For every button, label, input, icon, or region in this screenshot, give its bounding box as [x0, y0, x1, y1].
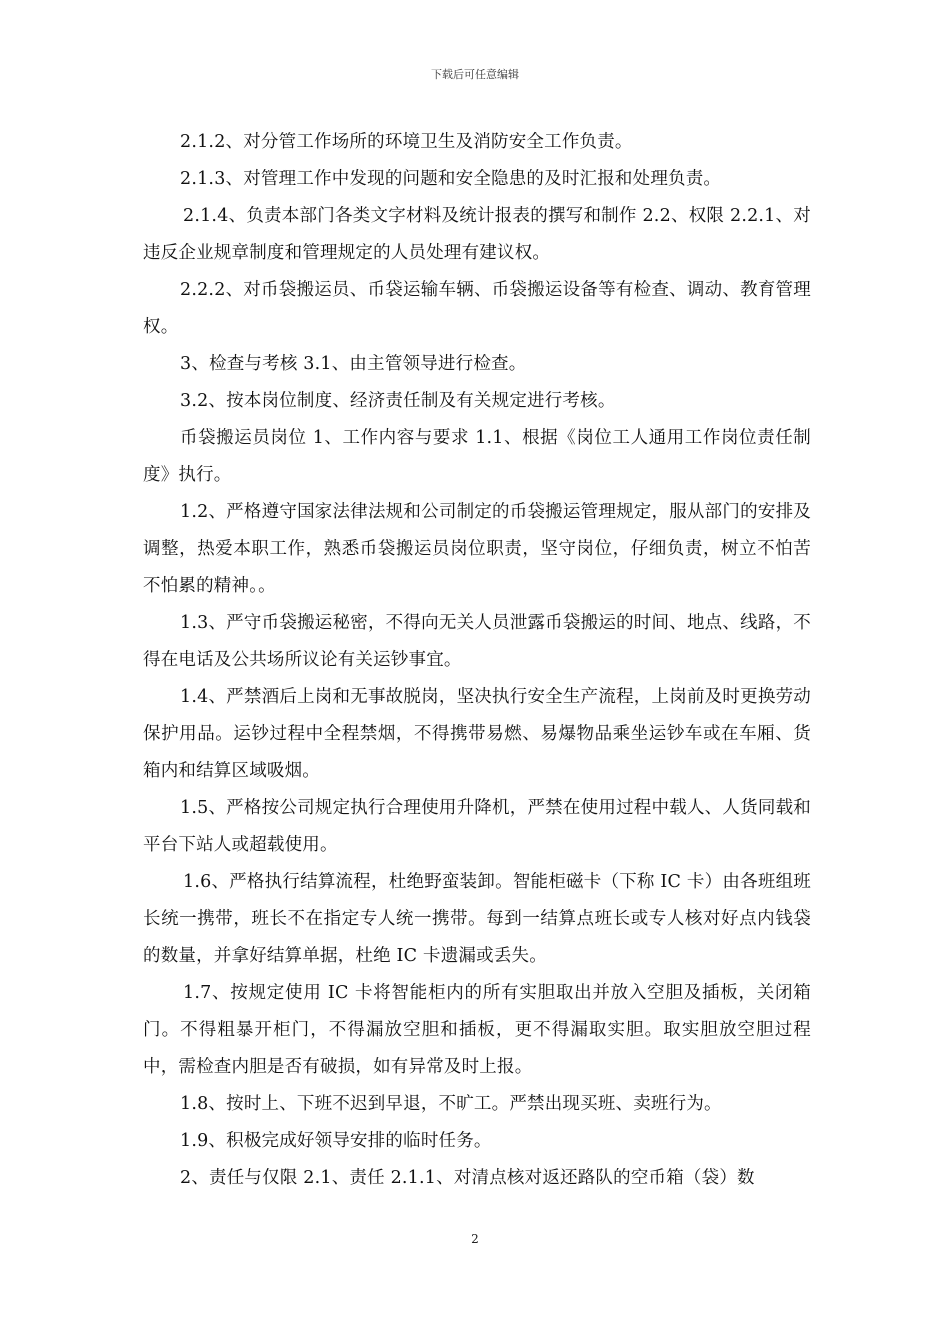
paragraph: 3、检查与考核 3.1、由主管领导进行检查。: [180, 354, 527, 374]
paragraph: 2.1.2、对分管工作场所的环境卫生及消防安全工作负责。: [180, 132, 633, 152]
paragraph: 2.1.4、负责本部门各类文字材料及统计报表的撰写和制作 2.2、权限 2.2.1、对违反企业规章制度和管理规定的人员处理有建议权。: [143, 206, 811, 263]
paragraph: 1.2、严格遵守国家法律法规和公司制定的币袋搬运管理规定，服从部门的安排及调整，热爱本职工作，熟悉币袋搬运员岗位职责，坚守岗位，仔细负责，树立不怕苦不怕累的精神。。: [143, 502, 811, 596]
paragraph: 2.1.3、对管理工作中发现的问题和安全隐患的及时汇报和处理负责。: [180, 169, 722, 189]
document-body: [143, 124, 811, 1197]
page-number: 2: [471, 1232, 479, 1246]
paragraph: 1.4、严禁酒后上岗和无事故脱岗，坚决执行安全生产流程，上岗前及时更换劳动保护用品。运钞过程中全程禁烟，不得携带易燃、易爆物品乘坐运钞车或在车厢、货箱内和结算区域吸烟。: [143, 687, 811, 781]
paragraph: 2、责任与仅限 2.1、责任 2.1.1、对清点核对返还路队的空币箱（袋）数: [180, 1168, 755, 1188]
paragraph: 1.8、按时上、下班不迟到早退，不旷工。严禁出现买班、卖班行为。: [180, 1094, 722, 1114]
paragraph: 2.2.2、对币袋搬运员、币袋运输车辆、币袋搬运设备等有检查、调动、教育管理权。: [143, 280, 811, 337]
paragraph: 1.5、严格按公司规定执行合理使用升降机，严禁在使用过程中载人、人货同载和平台下站人或超载使用。: [143, 798, 811, 855]
paragraph: 1.7、按规定使用 IC 卡将智能柜内的所有实胆取出并放入空胆及插板，关闭箱门。不得粗暴开柜门，不得漏放空胆和插板，更不得漏取实胆。取实胆放空胆过程中，需检查内胆是否有破损，如有异常及时上报。: [143, 983, 811, 1077]
paragraph: 1.9、积极完成好领导安排的临时任务。: [180, 1131, 492, 1151]
paragraph: 3.2、按本岗位制度、经济责任制及有关规定进行考核。: [180, 391, 616, 411]
paragraph: 1.6、严格执行结算流程，杜绝野蛮装卸。智能柜磁卡（下称 IC 卡）由各班组班长统一携带，班长不在指定专人统一携带。每到一结算点班长或专人核对好点内钱袋的数量，并拿好结算单据，杜绝 IC 卡遗漏或丢失。: [143, 872, 811, 966]
paragraph: 币袋搬运员岗位 1、工作内容与要求 1.1、根据《岗位工人通用工作岗位责任制度》执行。: [143, 428, 811, 485]
paragraph: 1.3、严守币袋搬运秘密，不得向无关人员泄露币袋搬运的时间、地点、线路，不得在电话及公共场所议论有关运钞事宜。: [143, 613, 811, 670]
page-header: 下载后可任意编辑: [431, 68, 519, 81]
